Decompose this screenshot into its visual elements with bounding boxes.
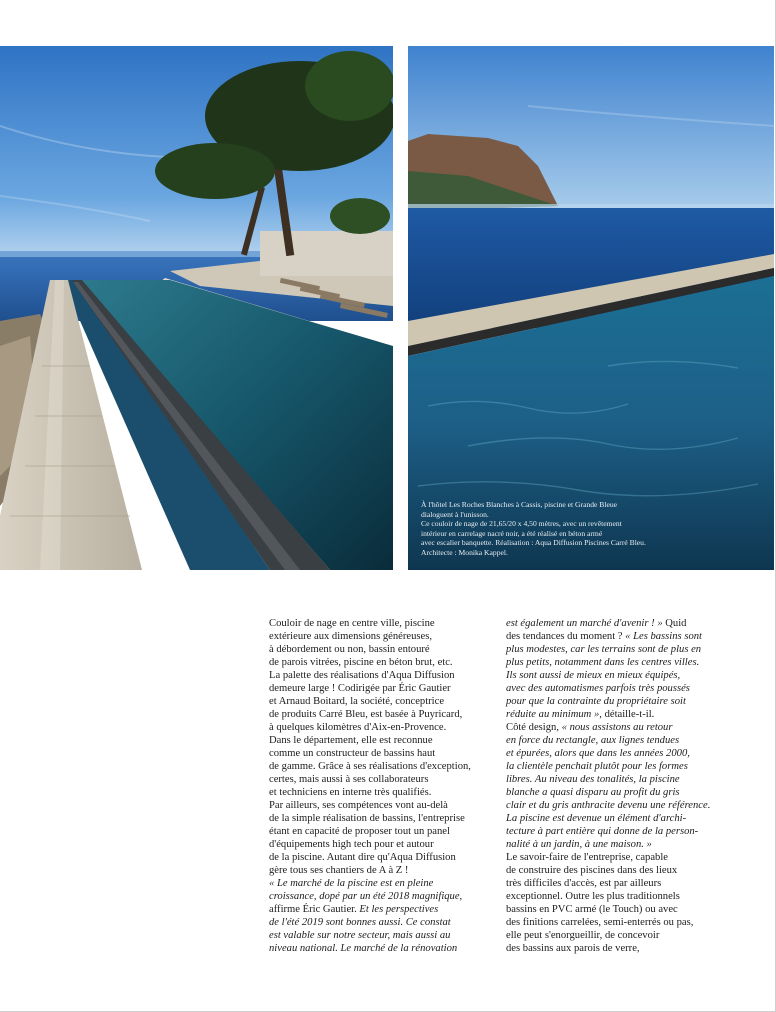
article-line-italic: « Le marché de la piscine est en pleine: [269, 878, 434, 890]
article-line-text: et techniciens en interne très qualifiés.: [269, 787, 432, 799]
article-line-text: demeure large ! Codirigée par Éric Gautier: [269, 683, 451, 695]
article-line: [269, 851, 494, 864]
article-line: [269, 695, 494, 708]
article-line: [269, 890, 494, 903]
article-line-text: à quelques kilomètres d'Aix-en-Provence.: [269, 722, 447, 734]
article-line: [269, 903, 494, 916]
article-line-italic: croissance, dopé par un été 2018 magnifique,: [269, 891, 463, 903]
article-line-text: affirme Éric Gautier.: [269, 904, 360, 916]
article-line-italic: blanche a quasi disparu au profit du gris: [506, 787, 680, 799]
article-line-text: et Arnaud Boitard, la société, conceptrice: [269, 696, 445, 708]
article-line: [506, 773, 736, 786]
caption-line: dialoguent à l'unisson.: [421, 509, 489, 519]
article-line-italic: « Les bassins sont: [625, 631, 702, 643]
article-line-text: à débordement ou non, bassin entouré: [269, 644, 430, 656]
article-line: [506, 890, 736, 903]
article-line-text: étant en capacité de proposer tout un panel: [269, 826, 450, 838]
article-line-italic: de l'été 2019 sont bonnes aussi. Ce constat: [269, 917, 451, 929]
article-line: [506, 799, 736, 812]
article-line-text: La palette des réalisations d'Aqua Diffusion: [269, 670, 455, 682]
article-line-text: très difficiles d'accès, est par ailleurs: [506, 878, 662, 890]
article-line-text: de parois vitrées, piscine en béton brut, etc.: [269, 657, 453, 669]
article-line: [506, 838, 736, 851]
article-line-italic: Et les perspectives: [359, 904, 439, 916]
article-line-italic: la clientèle penchait plutôt pour les formes: [506, 761, 688, 773]
article-line: [269, 929, 494, 942]
article-line: [506, 812, 736, 825]
article-line-italic: nalité à un jardin, à une maison. »: [506, 839, 652, 851]
pool-photo-right: [408, 46, 774, 570]
article-line: [506, 643, 736, 656]
article-line: [506, 851, 736, 864]
article-line-italic: clair et du gris anthracite devenu une référence.: [506, 800, 711, 812]
pool-photo-left-illustration: [0, 46, 393, 570]
article-line: [506, 682, 736, 695]
article-line: [269, 669, 494, 682]
photo-caption: [421, 500, 721, 558]
article-line-text: de la piscine. Autant dire qu'Aqua Diffusion: [269, 852, 456, 864]
article-line-italic: réduite au minimum »: [506, 709, 600, 721]
article-line: [269, 708, 494, 721]
article-line: [506, 656, 736, 669]
article-line-italic: plus petits, notamment dans les centres villes.: [506, 657, 700, 669]
article-line: [269, 825, 494, 838]
article-line-italic: La piscine est devenue un élément d'archi-: [506, 813, 687, 825]
article-line-text: de produits Carré Bleu, est basée à Puyricard,: [269, 709, 463, 721]
article-line-italic: libres. Au niveau des tonalités, la piscine: [506, 774, 680, 786]
caption-line: Architecte : Monika Kappel.: [421, 547, 508, 557]
article-line: [506, 929, 736, 942]
article-line-italic: est valable sur notre secteur, mais aussi au: [269, 930, 451, 942]
article-line: [269, 877, 494, 890]
article-line-text: Côté design,: [506, 722, 562, 734]
article-line: [269, 812, 494, 825]
article-line: [269, 799, 494, 812]
article-line-text: bassins en PVC armé (le Touch) ou avec: [506, 904, 678, 916]
article-line-text: exceptionnel. Outre les plus traditionnels: [506, 891, 680, 903]
article-line-text: comme un constructeur de bassins haut: [269, 748, 436, 760]
article-line: [269, 838, 494, 851]
article-line: [269, 734, 494, 747]
article-line-text: Quid: [662, 618, 687, 629]
article-line: [269, 773, 494, 786]
article-line-text: de la simple réalisation de bassins, l'entreprise: [269, 813, 465, 825]
article-line: [269, 916, 494, 929]
article-line-text: d'équipements high tech pour et autour: [269, 839, 434, 851]
pool-photo-left: [0, 46, 393, 570]
article-line: [506, 877, 736, 890]
article-line: [269, 942, 494, 955]
article-line: [269, 721, 494, 734]
article-line: [269, 747, 494, 760]
article-line-text: des finitions carrelées, semi-enterrés ou pas,: [506, 917, 694, 929]
article-line: [506, 695, 736, 708]
article-line-italic: et épurées, alors que dans les années 2000,: [506, 748, 690, 760]
article-line: [269, 682, 494, 695]
article-line-text: Dans le département, elle est reconnue: [269, 735, 433, 747]
article-line-italic: « nous assistons au retour: [561, 722, 673, 734]
article-line: [506, 630, 736, 643]
article-line-text: Le savoir-faire de l'entreprise, capable: [506, 852, 668, 864]
caption-line: intérieur en carrelage nacré noir, a été réalisé en béton armé: [421, 528, 603, 538]
article-column-right: [506, 617, 736, 955]
article-line-italic: Ils sont aussi de mieux en mieux équipés,: [506, 670, 681, 682]
article-line: [269, 630, 494, 643]
article-line: [269, 760, 494, 773]
article-line-text: elle peut s'enorgueillir, de concevoir: [506, 930, 660, 942]
article-line-text: , détaille-t-il.: [599, 709, 655, 721]
article-line-italic: niveau national. Le marché de la rénovation: [269, 943, 458, 955]
article-line: [269, 617, 494, 630]
article-line-text: extérieure aux dimensions généreuses,: [269, 631, 432, 643]
article-line: [269, 643, 494, 656]
article-line-text: certes, mais aussi à ses collaborateurs: [269, 774, 429, 786]
article-line: [506, 617, 736, 630]
article-line-italic: tecture à part entière qui donne de la person-: [506, 826, 699, 838]
article-line-italic: plus modestes, car les terrains sont de plus en: [506, 644, 702, 656]
article-line: [506, 864, 736, 877]
article-line: [506, 942, 736, 955]
article-line: [269, 656, 494, 669]
caption-line: avec escalier banquette. Réalisation : Aqua Diffusion Piscines Carré Bleu.: [421, 538, 646, 548]
article-line: [269, 786, 494, 799]
article-line: [269, 864, 494, 877]
article-line: [506, 669, 736, 682]
article-line: [506, 903, 736, 916]
article-line: [506, 734, 736, 747]
article-line-italic: avec des automatismes parfois très poussés: [506, 683, 690, 695]
pool-photo-right-illustration: [408, 46, 774, 570]
article-line: [506, 708, 736, 721]
article-line-text: des tendances du moment ?: [506, 631, 626, 643]
article-line-text: gère tous ses chantiers de A à Z !: [269, 865, 409, 877]
article-line: [506, 786, 736, 799]
article-line-text: Couloir de nage en centre ville, piscine: [269, 618, 435, 629]
article-line: [506, 760, 736, 773]
article-line-text: de construire des piscines dans des lieux: [506, 865, 678, 877]
article-line: [506, 721, 736, 734]
article-line: [506, 916, 736, 929]
article-line-text: Par ailleurs, ses compétences vont au-delà: [269, 800, 448, 812]
article-line-italic: pour que la contrainte du propriétaire soit: [506, 696, 686, 708]
article-line: [506, 747, 736, 760]
article-line-italic: est également un marché d'avenir ! »: [506, 618, 663, 629]
article-line-text: des bassins aux parois de verre,: [506, 943, 640, 955]
article-line: [506, 825, 736, 838]
article-line-text: de gamme. Grâce à ses réalisations d'exception,: [269, 761, 471, 773]
article-column-left: [269, 617, 494, 955]
article-line-italic: en force du rectangle, aux lignes tendues: [506, 735, 680, 747]
caption-line: À l'hôtel Les Roches Blanches à Cassis, piscine et Grande Bleue: [421, 500, 618, 509]
caption-line: Ce couloir de nage de 21,65/20 x 4,50 mètres, avec un revêtement: [421, 519, 622, 529]
